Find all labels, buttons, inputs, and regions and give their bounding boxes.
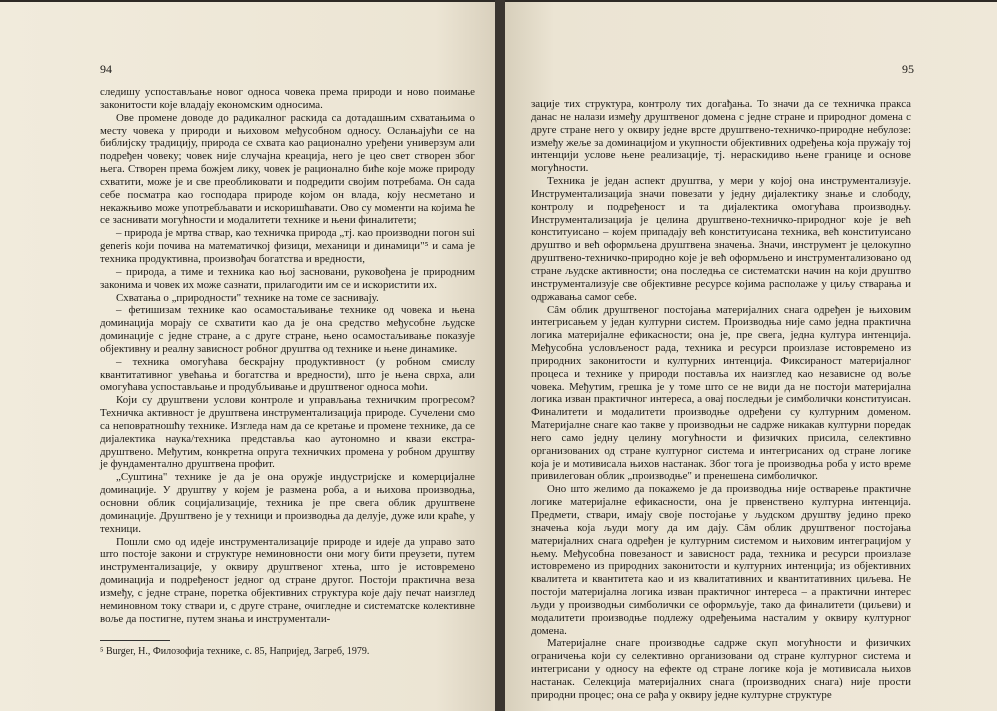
paragraph: зације тих структура, контролу тих догађања. То значи да се техничка пракса данас не налази између друштвеног домена с једне стране и природног домена с друге стране него у оквиру једне врсте друштвено-техничко-природне небулозе: између жеље за доминацијом и укупности објективних одређења која пружају тој интенцији услове њене реализације, тј. нераскидиво њене границе и основе могућности.	[531, 98, 911, 175]
left-page-body	[100, 86, 475, 625]
right-page-body	[531, 98, 911, 702]
paragraph: Оно што желимо да покажемо је да производња није остварење практичне логике материјалне ефикасности, она је првенствено културна интенција. Предмети, ствари, имају своје постојање у људском друштву једино преко значења која људи могу да им дају. Сâм облик друштвеног постојања материјалних снага одређен је културним системом и њиховим интеграцијом у њему. Међусобна повезаност и зависност рада, техника и ресурси произлазе истовремено из природних законитости и културних интенција; из објективних квалитета и квантитета као и из квалитативних и квантитативних циљева. Не постоји материјална логика изван практичног интереса – а практични интерес људи у производњи симболички се оформљује, тако да финалитети (циљеви) и модалитети производње подлежу одређењима насталим у оквиру културног домена.	[531, 483, 911, 637]
page-number-left: 94	[100, 62, 112, 76]
paragraph: – природа је мртва ствар, као техничка природа „тј. као производни погон sui generis који почива на математичкој физици, механици и динамици"⁵ и сама је техника продуктивна, произвођач богатства и вредности,	[100, 227, 475, 265]
footnote: ⁵ Burger, H., Филозофија технике, с. 85, Напријед, Загреб, 1979.	[100, 646, 370, 657]
paragraph: Који су друштвени услови контроле и управљања техничким прогресом? Техничка активност је друштвена инструментализација природе. Сучелени смо са неповратношћу технике. Изгледа нам да се кретање и промене технике, да се дијалектика наука/техника представља као аутономно и квази екстра-друштвено. Међутим, конкретна опруга техничких промена у робном друштву је фундаментално друштвена профит.	[100, 394, 475, 471]
paragraph: „Суштина" технике је да је она оружје индустријске и комерцијалне доминације. У друштву у којем је размена роба, а и њихова производња, основни облик социјализације, техника је пре свега облик друштвене доминације. Друштвено је у техници и производња да делује, дуже или краће, у техници.	[100, 471, 475, 535]
paragraph: – фетишизам технике као осамостаљивање технике од човека и њена доминација морају се схватити као да је она средство међусобне људске доминације с једне стране, а с друге стране, њено осамостаљивање показује објективну и реалну зависност робног друштва од технике и њене динамике.	[100, 304, 475, 355]
paragraph: Сâм облик друштвеног постојања материјалних снага одређен је њиховим интегрисањем у један културни систем. Производња није само једна практична логика материјалне ефикасности; она је, пре свега, једна култура интенција. Међусобна условљеност рада, техника и ресурси произлазе истовремено из природних законитости и културних интенција. Фиксираност материјалног процеса и технике у природи поставља их наизглед као независне од воље човека. Међутим, грешка је у томе што се не види да не постоји материјална логика изван практичног интереса, а овај последњи је симболички конституисан. Финалитети и модалитети производње одређени су културним доменом. Материјалне снаге као такве у производњи не садрже никакав културни поредак него само једну целину могућности и физичких присила, селективно организованих од стране културног система и интегрисаних од стране логике која је и мотивисала њихов настанак. Због тога је производња роба у исто време привилегован облик „производње" и пренешена симболичког.	[531, 303, 911, 483]
book-gutter	[495, 0, 505, 711]
paragraph: следишу успостављање новог односа човека према природи и ново поимање законитости које владају економским односима.	[100, 86, 475, 111]
paragraph: Ове промене доводе до радикалног раскида са дотадашњим схватањима о месту човека у природи и њиховом међусобном односу. Ослањајући се на библијску традицију, природа се схвата као рационално уређени универзум али подређен човеку; човек није случајна креација, него је цео свет створен због њега. Створен према божјем лику, човек је рационално биће које може природу схватити, може је и све преобликовати и подредити својим потребама. Он сада себе посматра као господара природе којом он влада, коју несметано и некажњиво може употребљавати и искоришћавати. Ово су моменти на којима ће се заснивати могућности и модалитети технике и њени финалитети;	[100, 111, 475, 227]
paragraph: – природа, а тиме и техника као њој засновани, руковођена је природним законима и човек их може сазнати, прилагодити им се и искористити их.	[100, 265, 475, 291]
paragraph: Материјалне снаге производње садрже скуп могућности и физичких ограничења који су селективно организовани од стране културног система и интегрисани у односу на ефекте од стране логике која је мотивисала њихов настанак. Селекција материјалних снага (производних снага) није прости природни процес; она се рађа у оквиру једне културне структуре	[531, 637, 911, 701]
paragraph: Техника је један аспект друштва, у мери у којој она инструментализује. Инструментализација значи повезати у једну дијалектику знање и слободу, контролу и подређеност и та дијалектика омогућава производњу. Инструментализација је целина друштвено-техничко-природног које је већ конституисано – којем припадају већ конституисана техника, већ конституисано друштво и већ оформљена друштвена значења. Значи, инструмент је целокупно друштвено-техничко-природно које је већ оформљено и инструментализовано од стране људске активности; она последња се систематски начин на који друштво инструментализује све објективне ресурсе којима располаже у циљу стварања и одржавања самог себе.	[531, 175, 911, 303]
paragraph: Схватања о „природности" технике на томе се заснивају.	[116, 291, 379, 304]
paragraph: – техника омогућава бескрајну продуктивност (у робном смислу квантитативног увећања и богатства и вредности), што је њена сврха, али омогућава успостављање и продубљивање и друштвеног односа моћи.	[100, 355, 475, 394]
left-page	[0, 2, 495, 711]
footnote-divider	[100, 640, 170, 641]
paragraph: Пошли смо од идеје инструментализације природе и идеје да управо зато што постоје закони и структуре неминовности они могу бити преузети, путем инструментализације, у оквиру друштвеног хтења, што је истовремено доминација и подређеност једног од стране другог. Постоји практична веза између, с једне стране, поретка објективних структура које дају печат наизглед неминовном току ствари и, с друге стране, очигледне и систематске колективне воље да постигне, путем знања и инструментали-	[100, 535, 475, 625]
right-page	[505, 2, 997, 711]
page-number-right: 95	[902, 62, 914, 76]
